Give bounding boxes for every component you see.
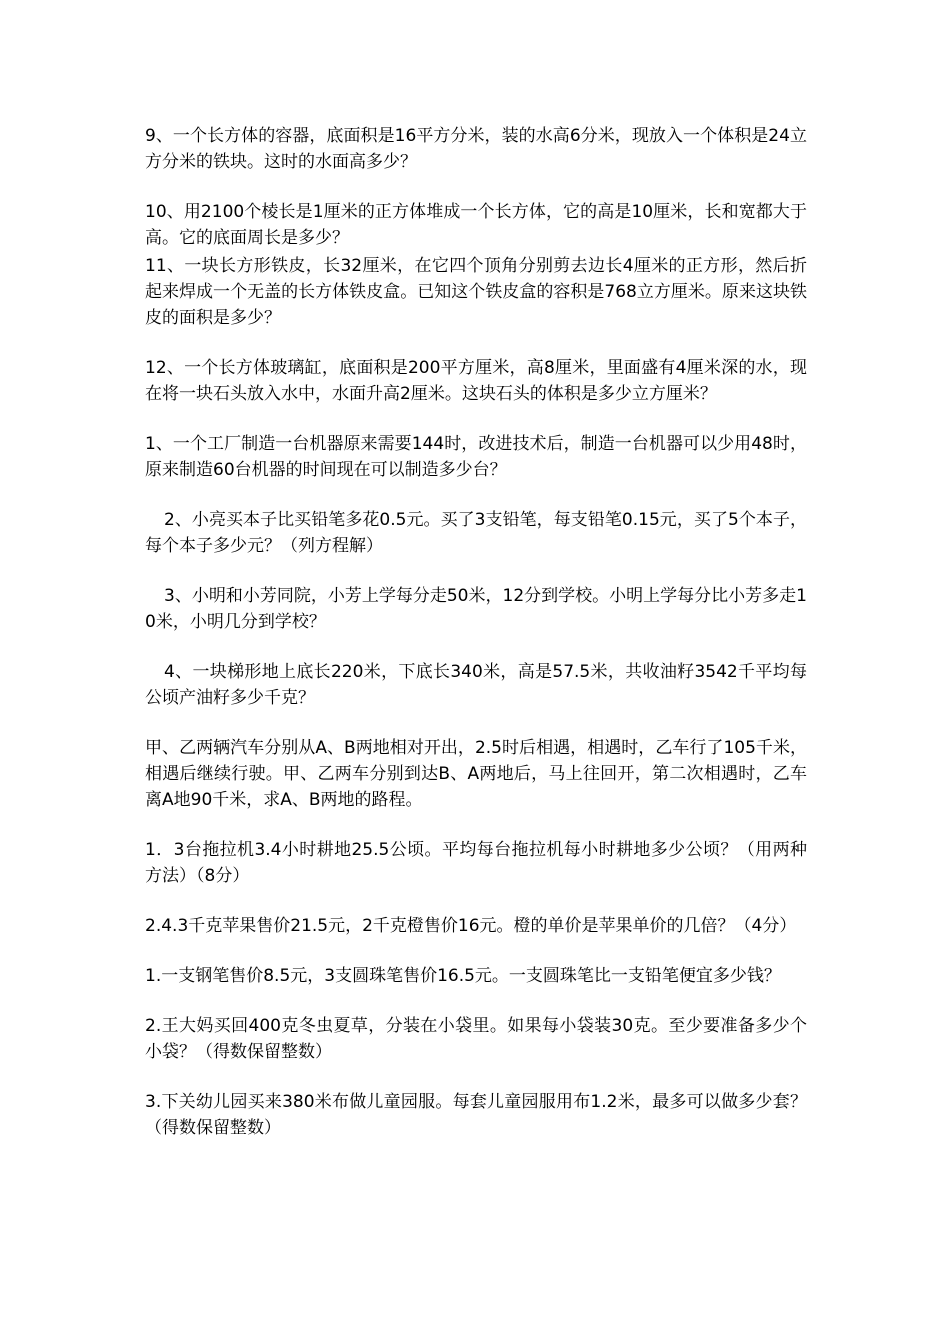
problem-2-notebooks: 2、小亮买本子比买铅笔多花0.5元。买了3支铅笔，每支铅笔0.15元，买了5个本子，每个本子多少元？（列方程解） xyxy=(145,510,807,556)
problem-apples-oranges: 2.4.3千克苹果售价21.5元，2千克橙售价16元。橙的单价是苹果单价的几倍？（4分） xyxy=(145,916,797,936)
problem-10: 10、用2100个棱长是1厘米的正方体堆成一个长方体，它的高是10厘米，长和宽都大于高。它的底面周长是多少？ xyxy=(145,202,807,248)
problem-3-school-walk: 3、小明和小芳同院，小芳上学每分走50米，12分到学校。小明上学每分比小芳多走10米，小明几分到学校？ xyxy=(145,586,807,632)
problem-12: 12、一个长方体玻璃缸，底面积是200平方厘米，高8厘米，里面盛有4厘米深的水，现在将一块石头放入水中，水面升高2厘米。这块石头的体积是多少立方厘米？ xyxy=(145,358,807,404)
problem-kindergarten-uniforms: 3.下关幼儿园买来380米布做儿童园服。每套儿童园服用布1.2米，最多可以做多少套？（得数保留整数） xyxy=(145,1092,807,1138)
problem-1-machines: 1、一个工厂制造一台机器原来需要144时，改进技术后，制造一台机器可以少用48时，原来制造60台机器的时间现在可以制造多少台？ xyxy=(145,434,807,480)
problem-two-cars: 甲、乙两辆汽车分别从A、B两地相对开出，2.5时后相遇，相遇时，乙车行了105千米，相遇后继续行驶。甲、乙两车分别到达B、A两地后，马上往回开，第二次相遇时，乙车离A地90千米，求A、B两地的路程。 xyxy=(145,738,807,810)
problem-11: 11、一块长方形铁皮，长32厘米，在它四个顶角分别剪去边长4厘米的正方形，然后折起来焊成一个无盖的长方体铁皮盒。已知这个铁皮盒的容积是768立方厘米。原来这块铁皮的面积是多少？ xyxy=(145,256,807,328)
problem-tractors: 1．3台拖拉机3.4小时耕地25.5公顷。平均每台拖拉机每小时耕地多少公顷？（用两种方法）（8分） xyxy=(145,840,807,886)
problem-pens: 1.一支钢笔售价8.5元，3支圆珠笔售价16.5元。一支圆珠笔比一支铅笔便宜多少钱？ xyxy=(145,966,781,986)
problem-4-trapezoid-field: 4、一块梯形地上底长220米，下底长340米，高是57.5米，共收油籽3542千平均每公顷产油籽多少千克？ xyxy=(145,662,807,708)
problem-9: 9、一个长方体的容器，底面积是16平方分米，装的水高6分米，现放入一个体积是24立方分米的铁块。这时的水面高多少？ xyxy=(145,126,807,172)
problem-cordyceps-bags: 2.王大妈买回400克冬虫夏草，分装在小袋里。如果每小袋装30克。至少要准备多少个小袋？（得数保留整数） xyxy=(145,1016,807,1062)
